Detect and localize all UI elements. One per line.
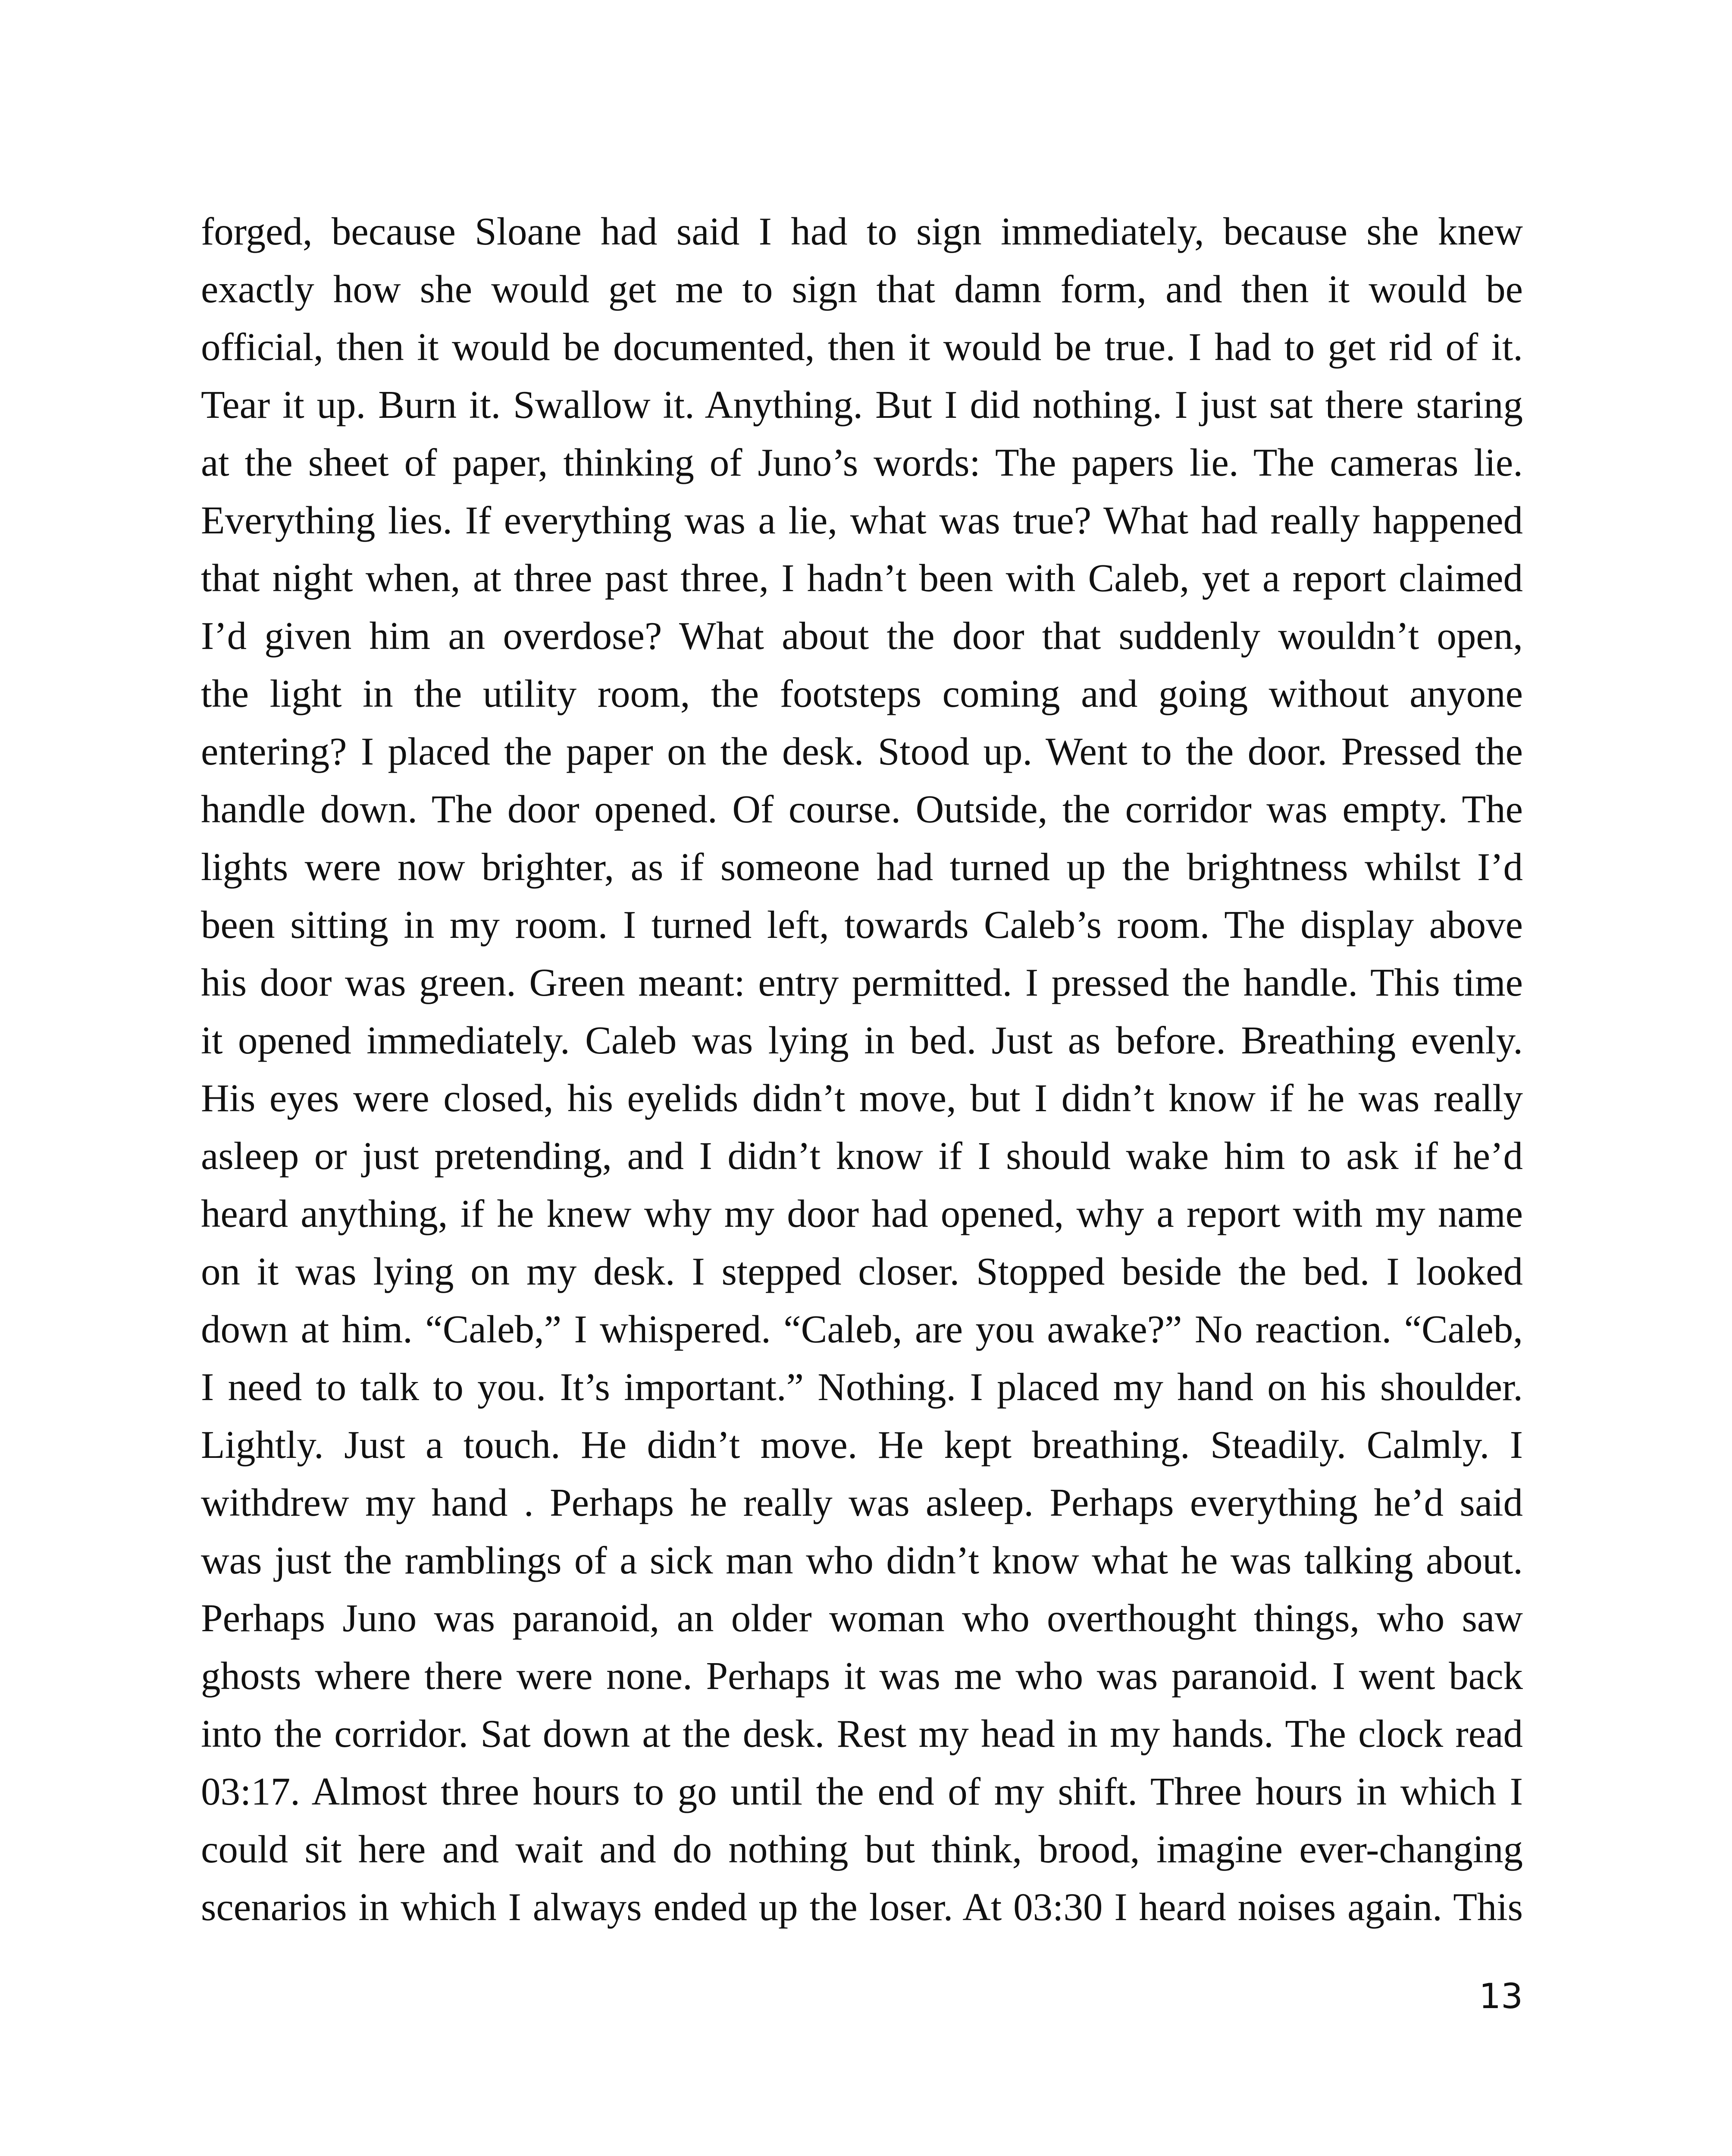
text-line: it opened immediately. Caleb was lying in bed. Just as before. Breathing evenly. — [201, 1018, 1523, 1062]
text-line: down at him. “Caleb,” I whispered. “Caleb, are you awake?” No reaction. “Caleb, — [201, 1307, 1523, 1351]
text-line: official, then it would be documented, then it would be true. I had to get rid of it. — [201, 325, 1523, 369]
text-line: I’d given him an overdose? What about the door that suddenly wouldn’t open, — [201, 614, 1523, 658]
text-line: Perhaps Juno was paranoid, an older woman who overthought things, who saw — [201, 1596, 1523, 1640]
text-line: forged, because Sloane had said I had to sign immediately, because she knew — [201, 210, 1523, 253]
text-line: lights were now brighter, as if someone had turned up the brightness whilst I’d — [201, 845, 1523, 889]
text-line: into the corridor. Sat down at the desk. Rest my head in my hands. The clock read — [201, 1712, 1523, 1755]
text-line: scenarios in which I always ended up the loser. At 03:30 I heard noises again. This — [201, 1885, 1523, 1929]
text-line: could sit here and wait and do nothing but think, brood, imagine ever-changing — [201, 1827, 1523, 1871]
page-number: 13 — [1479, 1976, 1523, 2016]
text-line: was just the ramblings of a sick man who didn’t know what he was talking about. — [201, 1539, 1523, 1582]
text-line: been sitting in my room. I turned left, towards Caleb’s room. The display above — [201, 903, 1523, 946]
text-line: Tear it up. Burn it. Swallow it. Anything. But I did nothing. I just sat there staring — [201, 383, 1523, 426]
text-line: His eyes were closed, his eyelids didn’t move, but I didn’t know if he was really — [201, 1076, 1523, 1120]
text-line: 03:17. Almost three hours to go until the end of my shift. Three hours in which I — [201, 1770, 1523, 1813]
text-line: Everything lies. If everything was a lie, what was true? What had really happened — [201, 498, 1523, 542]
text-line: withdrew my hand . Perhaps he really was asleep. Perhaps everything he’d said — [201, 1481, 1523, 1524]
text-line: on it was lying on my desk. I stepped closer. Stopped beside the bed. I looked — [201, 1250, 1523, 1293]
text-line: ghosts where there were none. Perhaps it was me who was paranoid. I went back — [201, 1654, 1523, 1698]
text-line: heard anything, if he knew why my door had opened, why a report with my name — [201, 1192, 1523, 1235]
text-line: entering? I placed the paper on the desk. Stood up. Went to the door. Pressed the — [201, 730, 1523, 773]
text-line: handle down. The door opened. Of course. Outside, the corridor was empty. The — [201, 787, 1523, 831]
text-line: Lightly. Just a touch. He didn’t move. He kept breathing. Steadily. Calmly. I — [201, 1423, 1523, 1467]
text-line: that night when, at three past three, I hadn’t been with Caleb, yet a report claimed — [201, 556, 1523, 600]
text-line: his door was green. Green meant: entry permitted. I pressed the handle. This time — [201, 961, 1523, 1004]
text-line: exactly how she would get me to sign that damn form, and then it would be — [201, 267, 1523, 311]
text-line: asleep or just pretending, and I didn’t know if I should wake him to ask if he’d — [201, 1134, 1523, 1178]
text-line: the light in the utility room, the footsteps coming and going without anyone — [201, 672, 1523, 715]
text-line: I need to talk to you. It’s important.” Nothing. I placed my hand on his shoulder. — [201, 1365, 1523, 1409]
text-line: at the sheet of paper, thinking of Juno’s words: The papers lie. The cameras lie. — [201, 441, 1523, 484]
body-text — [201, 203, 1523, 1936]
